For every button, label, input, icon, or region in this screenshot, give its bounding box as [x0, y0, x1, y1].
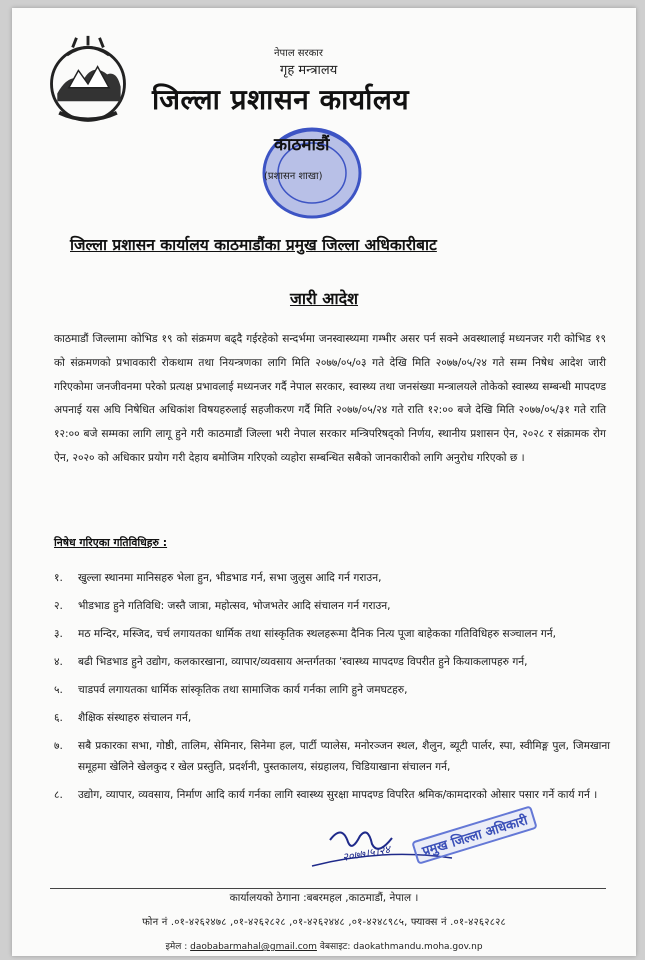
contact-line [12, 939, 636, 952]
list-item [54, 785, 610, 806]
office-title: जिल्ला प्रशासन कार्यालय [152, 83, 410, 116]
website-label: वेबसाइट: [319, 942, 351, 952]
list-item [54, 596, 610, 617]
list-item-text: चाडपर्व लगायतका धार्मिक सांस्कृतिक तथा सामाजिक कार्य गर्नका लागि हुने जमघटहरु, [78, 684, 408, 696]
footer-divider [50, 888, 606, 889]
office-address: कार्यालयको ठेगाना :बबरमहल ,काठमाडौं, नेपाल । [229, 892, 419, 904]
prohibited-activities-list [54, 568, 610, 813]
list-item-number: ७. [54, 740, 63, 752]
list-item [54, 624, 610, 645]
list-item-text: शैक्षिक संस्थाहरु संचालन गर्न, [78, 712, 192, 724]
ministry-name: गृह मन्त्रालय [280, 63, 338, 78]
list-item-text: भीडभाड हुने गतिविधि: जस्तै जात्रा, महोत्सव, भोजभतेर आदि संचालन गर्न गराउन, [78, 600, 391, 612]
email-link[interactable]: daobabarmahal@gmail.com [190, 942, 317, 952]
list-item [54, 708, 610, 729]
email-label: इमेल : [165, 942, 188, 952]
city-name: काठमाडौं [274, 135, 330, 155]
document-page [12, 8, 636, 956]
list-item-number: ६. [54, 712, 63, 724]
order-body-paragraph: काठमाडौं जिल्लामा कोभिड १९ को संक्रमण बढ्दै गईरहेको सन्दर्भमा जनस्वास्थ्यमा गम्भीर असर पर्न सक्ने अवस्थालाई मध्यनजर गरी कोभिड १९ को संक्रमणको प्रभावकारी रोकथाम तथा नियन्त्रणका लागि मिति २०७७/०५/०३ गते देखि मिति २०७७/०५/२४ गते सम्म निषेध आदेश जारी गरिएकोमा जनजीवनमा परेको प्रत्यक्ष प्रभावलाई मध्यनजर गर्दै नेपाल सरकार, स्वास्थ्य तथा जनसंख्या मन्त्रालयले तोकेको स्वास्थ्य सम्बन्धी मापदण्ड अपनाई यस अघि निषेधित अधिकांश विषयहरुलाई सहजीकरण गर्दै मिति २०७७/०५/२४ गते राति १२:०० बजे देखि मिति २०७७/०५/३१ गते राति १२:०० बजे सम्मका लागि लागू हुने गरी काठमाडौं जिल्ला भरी नेपाल सरकार मन्त्रिपरिषद्को निर्णय, स्थानीय प्रशासन ऐन, २०२८ र संक्रामक रोग ऐन, २०२० को अधिकार प्रयोग गरी देहाय बमोजिम गरिएको व्यहोरा सम्बन्धित सबैको जानकारीको लागि अनुरोध गरिएको छ । [54, 333, 606, 464]
list-item [54, 736, 610, 778]
phone-numbers: फोन नं .०१-४२६२४७८ ,०१-४२६२८२८ ,०१-४२६२४४८ ,०१-४२४८९८५, फ्याक्स नं .०१-४२६२८२८ [142, 917, 506, 928]
prohibited-activities-heading: निषेध गरिएका गतिविधिहरु : [54, 536, 168, 549]
list-item-text: उद्योग, व्यापार, व्यवसाय, निर्माण आदि कार्य गर्नका लागि स्वास्थ्य सुरक्षा मापदण्ड विपरित श्रमिक/कामदारको ओसार पसार गर्ने कार्य गर्न । [78, 789, 598, 801]
list-item-number: २. [54, 600, 63, 612]
official-seal-text: प्रमुख जिल्ला अधिकारी [411, 805, 538, 865]
list-item-number: १. [54, 572, 63, 584]
section-name: (प्रशासन शाखा) [264, 171, 323, 182]
list-item-text: बढी भिडभाड हुने उद्योग, कलकारखाना, व्यापार/व्यवसाय अन्तर्गतका 'स्वास्थ्य मापदण्ड विपरीत हुने कियाकलापहरु गर्न, [78, 656, 528, 668]
list-item-number: ५. [54, 684, 63, 696]
list-item-text: मठ मन्दिर, मस्जिद, चर्च लगायतका धार्मिक तथा सांस्कृतिक स्थलहरूमा दैनिक नित्य पूजा बाहेकका गतिविधिहरु सञ्चालन गर्न, [78, 628, 556, 640]
list-item [54, 652, 610, 673]
nepal-emblem-icon [40, 34, 136, 130]
order-headline: जिल्ला प्रशासन कार्यालय काठमाडौंका प्रमुख जिल्ला अधिकारीबाट [70, 236, 437, 254]
list-item-number: ८. [54, 789, 63, 801]
website-link[interactable]: daokathmandu.moha.gov.np [353, 942, 483, 952]
list-item-text: सबै प्रकारका सभा, गोष्ठी, तालिम, सेमिनार, सिनेमा हल, पार्टी प्यालेस, मनोरञ्जन स्थल, शैलुन, ब्यूटी पार्लर, स्पा, स्वीमिङ्ग पुल, जिमखाना समूहमा खेलिने खेलकुद र खेल प्रस्तुति, प्रदर्शनी, पुस्तकालय, संग्रहालय, चिडियाखाना संचालन गर्न, [78, 740, 610, 773]
list-item [54, 568, 610, 589]
order-subheading: जारी आदेश [289, 289, 358, 308]
signature-date: २०७७।५।२४ [341, 842, 392, 865]
list-item [54, 680, 610, 701]
list-item-number: ४. [54, 656, 63, 668]
list-item-number: ३. [54, 628, 63, 640]
government-name: नेपाल सरकार [274, 48, 323, 59]
list-item-text: खुल्ला स्थानमा मानिसहरु भेला हुन, भीडभाड गर्न, सभा जुलुस आदि गर्न गराउन, [78, 572, 382, 584]
